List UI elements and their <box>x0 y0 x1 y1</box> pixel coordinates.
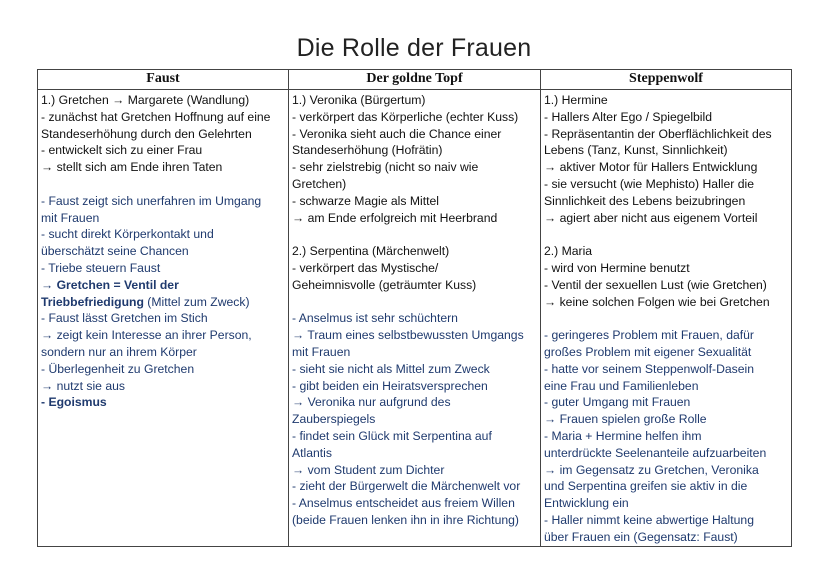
text-line: - guter Umgang mit Frauen <box>544 395 691 410</box>
text-line: Triebbefriedigung (Mittel zum Zweck) <box>41 294 250 309</box>
text-line: → am Ende erfolgreich mit Heerbrand <box>292 210 498 225</box>
column-header-steppenwolf: Steppenwolf <box>541 70 792 90</box>
text-line: - Maria + Hermine helfen ihm <box>544 428 702 443</box>
text-line: großes Problem mit eigener Sexualität <box>544 344 752 359</box>
text-line: eine Frau und Familienleben <box>544 378 699 393</box>
text-line: → agiert aber nicht aus eigenem Vorteil <box>544 210 758 225</box>
text-line: - zunächst hat Gretchen Hoffnung auf eine <box>41 109 271 124</box>
text-line: → Traum eines selbstbewussten Umgangs <box>292 328 524 343</box>
text-line: - Ventil der sexuellen Lust (wie Gretchen) <box>544 277 767 292</box>
column-cell-steppenwolf <box>541 90 792 547</box>
text-line: → aktiver Motor für Hallers Entwicklung <box>544 160 758 175</box>
text-line: Atlantis <box>292 445 332 460</box>
text-line: - Repräsentantin der Oberflächlichkeit des <box>544 126 772 141</box>
text-line: (beide Frauen lenken ihn in ihre Richtung) <box>292 512 519 527</box>
text-line: - Triebe steuern Faust <box>41 260 161 275</box>
text-line: Zauberspiegels <box>292 412 376 427</box>
text-line: über Frauen ein (Gegensatz: Faust) <box>544 529 738 544</box>
text-line: → Gretchen = Ventil der <box>41 277 179 292</box>
text-line: - sieht sie nicht als Mittel zum Zweck <box>292 361 490 376</box>
text-line: und Serpentina greifen sie aktiv in die <box>544 479 748 494</box>
column-cell-der-goldne-topf <box>289 90 541 547</box>
text-line: sondern nur an ihrem Körper <box>41 344 197 359</box>
column-header-der-goldne-topf: Der goldne Topf <box>289 70 541 90</box>
text-line: 2.) Maria <box>544 244 593 259</box>
text-line: Gretchen) <box>292 176 347 191</box>
column-cell-faust <box>38 90 289 547</box>
text-line: → Frauen spielen große Rolle <box>544 412 707 427</box>
text-line: - findet sein Glück mit Serpentina auf <box>292 428 492 443</box>
text-line: Geheimnisvolle (geträumter Kuss) <box>292 277 477 292</box>
text-line: - geringeres Problem mit Frauen, dafür <box>544 328 754 343</box>
text-line: - Egoismus <box>41 395 107 410</box>
text-line: - Faust lässt Gretchen im Stich <box>41 311 208 326</box>
text-line: - entwickelt sich zu einer Frau <box>41 143 203 158</box>
text-line: - Veronika sieht auch die Chance einer <box>292 126 502 141</box>
text-line: 1.) Veronika (Bürgertum) <box>292 93 426 107</box>
text-line: Standeserhöhung (Hofrätin) <box>292 143 443 158</box>
text-line: - verkörpert das Körperliche (echter Kuss) <box>292 109 519 124</box>
text-line: - Haller nimmt keine abwertige Haltung <box>544 512 754 527</box>
text-line: - wird von Hermine benutzt <box>544 260 690 275</box>
text-line: Sinnlichkeit des Lebens beizubringen <box>544 193 746 208</box>
text-line: überschätzt seine Chancen <box>41 244 189 259</box>
text-line: Standeserhöhung durch den Gelehrten <box>41 126 252 141</box>
text-line: → zeigt kein Interesse an ihrer Person, <box>41 328 252 343</box>
text-line: mit Frauen <box>41 210 100 225</box>
text-line: - verkörpert das Mystische/ <box>292 260 439 275</box>
text-line: → Veronika nur aufgrund des <box>292 395 451 410</box>
text-line: - zieht der Bürgerwelt die Märchenwelt vor <box>292 479 521 494</box>
text-line: - Anselmus entscheidet aus freiem Willen <box>292 496 515 511</box>
text-line: - sehr zielstrebig (nicht so naiv wie <box>292 160 479 175</box>
table-body-row <box>38 90 792 547</box>
text-line: → im Gegensatz zu Gretchen, Veronika <box>544 462 759 477</box>
text-line: Entwicklung ein <box>544 496 629 511</box>
text-line: - hatte vor seinem Steppenwolf-Dasein <box>544 361 755 376</box>
text-line: 1.) Hermine <box>544 93 608 107</box>
text-line: - Überlegenheit zu Gretchen <box>41 361 195 376</box>
text-line: → vom Student zum Dichter <box>292 462 445 477</box>
text-line: - Hallers Alter Ego / Spiegelbild <box>544 109 712 124</box>
text-line: - gibt beiden ein Heiratsversprechen <box>292 378 488 393</box>
text-line: → keine solchen Folgen wie bei Gretchen <box>544 294 770 309</box>
text-line: - schwarze Magie als Mittel <box>292 193 439 208</box>
blank-line <box>544 310 788 327</box>
text-line: → stellt sich am Ende ihren Taten <box>41 160 223 175</box>
text-line: - Anselmus ist sehr schüchtern <box>292 311 458 326</box>
text-line: → nutzt sie aus <box>41 378 125 393</box>
page-title: Die Rolle der Frauen <box>296 34 532 62</box>
text-line: 1.) Gretchen → Margarete (Wandlung) <box>41 93 250 107</box>
blank-line <box>544 226 788 243</box>
text-line: Lebens (Tanz, Kunst, Sinnlichkeit) <box>544 143 728 158</box>
blank-line <box>41 176 285 193</box>
text-line: - sie versucht (wie Mephisto) Haller die <box>544 176 754 191</box>
blank-line <box>292 226 537 243</box>
text-line: unterdrückte Seelenanteile aufzuarbeiten <box>544 445 767 460</box>
table-header-row <box>38 70 792 90</box>
text-line: - sucht direkt Körperkontakt und <box>41 227 214 242</box>
text-line: - Faust zeigt sich unerfahren im Umgang <box>41 193 262 208</box>
text-line: 2.) Serpentina (Märchenwelt) <box>292 244 450 259</box>
text-line: mit Frauen <box>292 344 351 359</box>
blank-line <box>292 294 537 311</box>
column-header-faust: Faust <box>38 70 289 90</box>
comparison-table <box>37 69 792 547</box>
